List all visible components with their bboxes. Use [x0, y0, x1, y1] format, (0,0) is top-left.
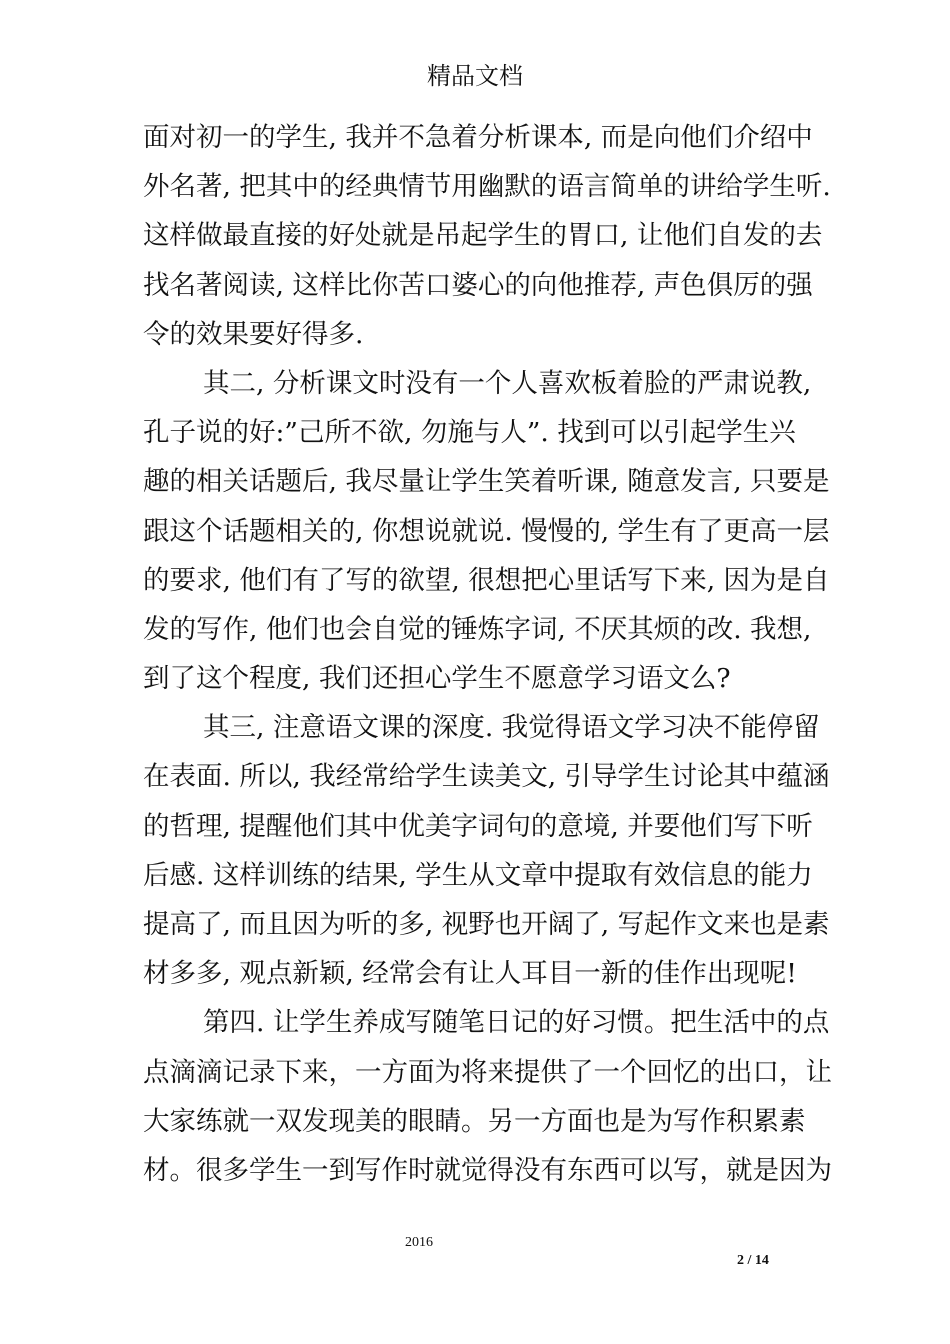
text-line: 材。很多学生一到写作时就觉得没有东西可以写，就是因为: [143, 1154, 832, 1186]
text-line: 跟这个话题相关的, 你想说就说. 慢慢的, 学生有了更高一层: [143, 515, 830, 547]
text-line: 后感. 这样训练的结果, 学生从文章中提取有效信息的能力: [143, 859, 813, 891]
text-line: 发的写作, 他们也会自觉的锤炼字词, 不厌其烦的改. 我想,: [143, 613, 812, 645]
document-body: [143, 113, 832, 1195]
text-line: 外名著, 把其中的经典情节用幽默的语言简单的讲给学生听.: [143, 171, 831, 203]
text-line: 大家练就一双发现美的眼睛。另一方面也是为写作积累素: [143, 1105, 806, 1137]
text-line: 趣的相关话题后, 我尽量让学生笑着听课, 随意发言, 只要是: [143, 466, 830, 498]
paragraph-start-line: 第四. 让学生养成写随笔日记的好习惯。把生活中的点: [203, 1007, 830, 1039]
text-line: 令的效果要好得多.: [143, 318, 364, 350]
page-header: 精品文档: [427, 62, 523, 90]
text-line: 孔子说的好:”己所不欲, 勿施与人”. 找到可以引起学生兴: [143, 417, 796, 449]
text-line: 材多多, 观点新颖, 经常会有让人耳目一新的佳作出现呢!: [143, 958, 797, 990]
page-number: 2 / 14: [737, 1253, 769, 1268]
text-line: 的哲理, 提醒他们其中优美字词句的意境, 并要他们写下听: [143, 810, 813, 842]
text-line: 点滴滴记录下来，一方面为将来提供了一个回忆的出口，让: [143, 1056, 832, 1088]
text-line: 找名著阅读, 这样比你苦口婆心的向他推荐, 声色俱厉的强: [143, 269, 813, 301]
text-line: 这样做最直接的好处就是吊起学生的胃口, 让他们自发的去: [143, 220, 823, 252]
paragraph-start-line: 其二, 分析课文时没有一个人喜欢板着脸的严肃说教,: [203, 367, 812, 399]
text-line: 到了这个程度, 我们还担心学生不愿意学习语文么?: [143, 663, 731, 695]
footer-year: 2016: [405, 1235, 433, 1250]
paragraph-start-line: 其三, 注意语文课的深度. 我觉得语文学习决不能停留: [203, 712, 820, 744]
text-line: 面对初一的学生, 我并不急着分析课本, 而是向他们介绍中: [143, 122, 813, 153]
text-line: 的要求, 他们有了写的欲望, 很想把心里话写下来, 因为是自: [143, 564, 830, 596]
text-line: 在表面. 所以, 我经常给学生读美文, 引导学生讨论其中蕴涵: [143, 761, 830, 793]
text-line: 提高了, 而且因为听的多, 视野也开阔了, 写起作文来也是素: [143, 909, 830, 940]
